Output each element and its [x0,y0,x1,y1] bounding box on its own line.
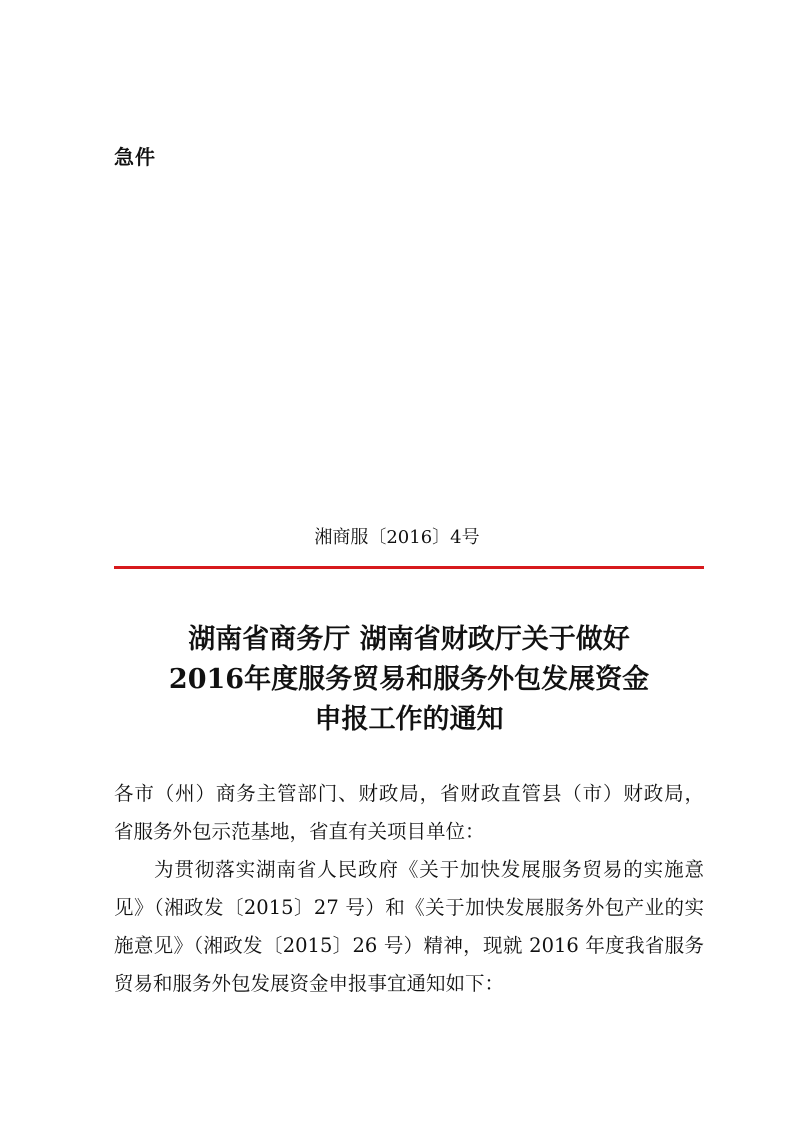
salutation [114,775,704,851]
paragraph-line-3: 施意见》（湘政发〔2015〕26 号）精神，现就 2016 年度我省服务 [114,934,704,957]
body-paragraph-1 [114,851,704,1003]
red-divider-line [114,566,704,569]
title-line-1: 湖南省商务厅 湖南省财政厅关于做好 [188,624,630,655]
salutation-line-2: 省服务外包示范基地，省直有关项目单位： [114,820,485,843]
title-line-2: 2016年度服务贸易和服务外包发展资金 [168,664,650,695]
title-line-3: 申报工作的通知 [314,704,504,735]
paragraph-line-2: 见》（湘政发〔2015〕27 号）和《关于加快发展服务外包产业的实 [114,896,704,919]
document-body [114,775,704,1003]
paragraph-line-4: 贸易和服务外包发展资金申报事宜通知如下： [114,972,505,995]
document-number: 湘商服〔2016〕4号 [314,527,480,548]
paragraph-line-1: 为贯彻落实湖南省人民政府《关于加快发展服务贸易的实施意 [154,858,704,881]
document-title [114,620,704,740]
salutation-line-1: 各市（州）商务主管部门、财政局，省财政直管县（市）财政局， [114,782,704,805]
urgency-label: 急件 [114,145,156,169]
